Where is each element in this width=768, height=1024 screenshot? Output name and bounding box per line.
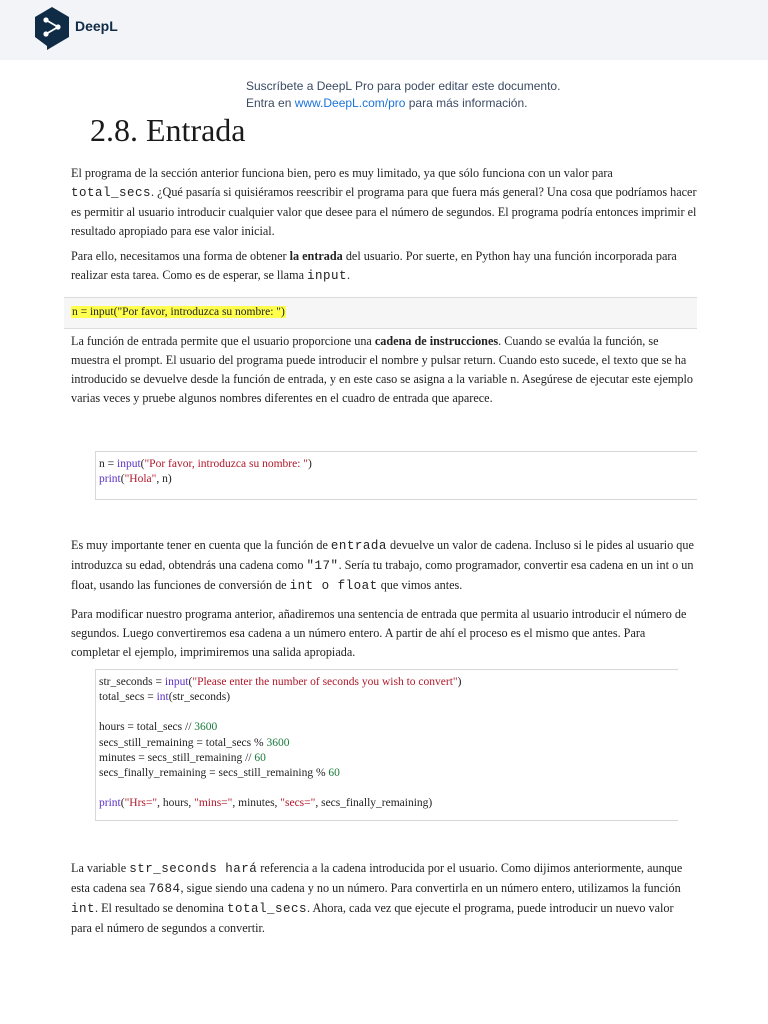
paragraph-2: Para ello, necesitamos una forma de obtener la entrada del usuario. Por suerte, en Python hay una función incorporada para realizar esta tarea. Como es de esperar, se llama input.: [71, 249, 677, 283]
brand-name: DeepL: [75, 18, 118, 34]
paragraph-1: El programa de la sección anterior funciona bien, pero es muy limitado, ya que sólo funciona con un valor para total_secs. ¿Qué pasaría si quisiéramos reescribir el programa para que fuera más general? Una cosa que podríamos hacer es permitir al usuario introducir cualquier valor que desee para el número de segundos. El programa podría entonces imprimir el resultado apropiado para ese valor inicial.: [71, 166, 697, 238]
section-heading: 2.8. Entrada: [90, 112, 246, 148]
code-block-2: [95, 451, 697, 500]
code-line: str_seconds = input("Please enter the number of seconds you wish to convert"): [99, 676, 462, 688]
code-line: minutes = secs_still_remaining // 60: [99, 751, 266, 764]
paragraph-3: La función de entrada permite que el usuario proporcione una cadena de instrucciones. Cuando se evalúa la función, se muestra el prompt. El usuario del programa puede introducir el nombre y pulsar return. Cuando esto sucede, el texto que se ha introducido se devuelve desde la función de entrada, y en este caso se asigna a la variable n. Asegúrese de ejecutar este ejemplo varias veces y pruebe algunos nombres diferentes en el cuadro de entrada que aparece.: [71, 334, 693, 405]
code-line: total_secs = int(str_seconds): [99, 691, 231, 704]
paragraph-4: Es muy importante tener en cuenta que la función de entrada devuelve un valor de cadena. Incluso si le pides al usuario que introduzca su edad, obtendrás una cadena como "17". Sería tu trabajo, como programador, convertir esa cadena en un int o un float, usando las funciones de conversión de int o float que vimos antes.: [71, 538, 694, 593]
notice-line-2: [246, 95, 560, 112]
code-line: secs_finally_remaining = secs_still_remaining % 60: [99, 767, 340, 780]
code-block-3: [95, 669, 678, 821]
deepl-logo-icon[interactable]: [33, 6, 71, 52]
notice-prefix: Entra en: [246, 96, 295, 110]
code-line: hours = total_secs // 3600: [99, 721, 218, 734]
code-line: n = input("Por favor, introduzca su nombre: "): [99, 458, 312, 470]
pro-notice: [246, 78, 560, 112]
code-line: print("Hrs=", hours, "mins=", minutes, "secs=", secs_finally_remaining): [99, 797, 433, 810]
top-bar: [0, 0, 768, 60]
code-line: print("Hola", n): [99, 473, 172, 486]
notice-suffix: para más información.: [405, 96, 528, 110]
code-block-1: [64, 297, 697, 329]
code-line-highlighted: n = input("Por favor, introduzca su nombre: "): [72, 306, 285, 318]
paragraph-5: Para modificar nuestro programa anterior, añadiremos una sentencia de entrada que permita al usuario introducir el número de segundos. Luego convertiremos esa cadena a un número entero. A partir de ahí el proceso es el mismo que antes. Para completar el ejemplo, imprimiremos una salida apropiada.: [71, 607, 687, 659]
notice-line-1: Suscríbete a DeepL Pro para poder editar este documento.: [246, 79, 561, 93]
paragraph-6: La variable str_seconds hará referencia a la cadena introducida por el usuario. Como dijimos anteriormente, aunque esta cadena sea 7684, sigue siendo una cadena y no un número. Para convertirla en un número entero, utilizamos la función int. El resultado se denomina total_secs. Ahora, cada vez que ejecute el programa, puede introducir un nuevo valor para el número de segundos a convertir.: [71, 861, 683, 935]
code-line: secs_still_remaining = total_secs % 3600: [99, 736, 290, 749]
deepl-pro-link[interactable]: www.DeepL.com/pro: [294, 96, 406, 110]
